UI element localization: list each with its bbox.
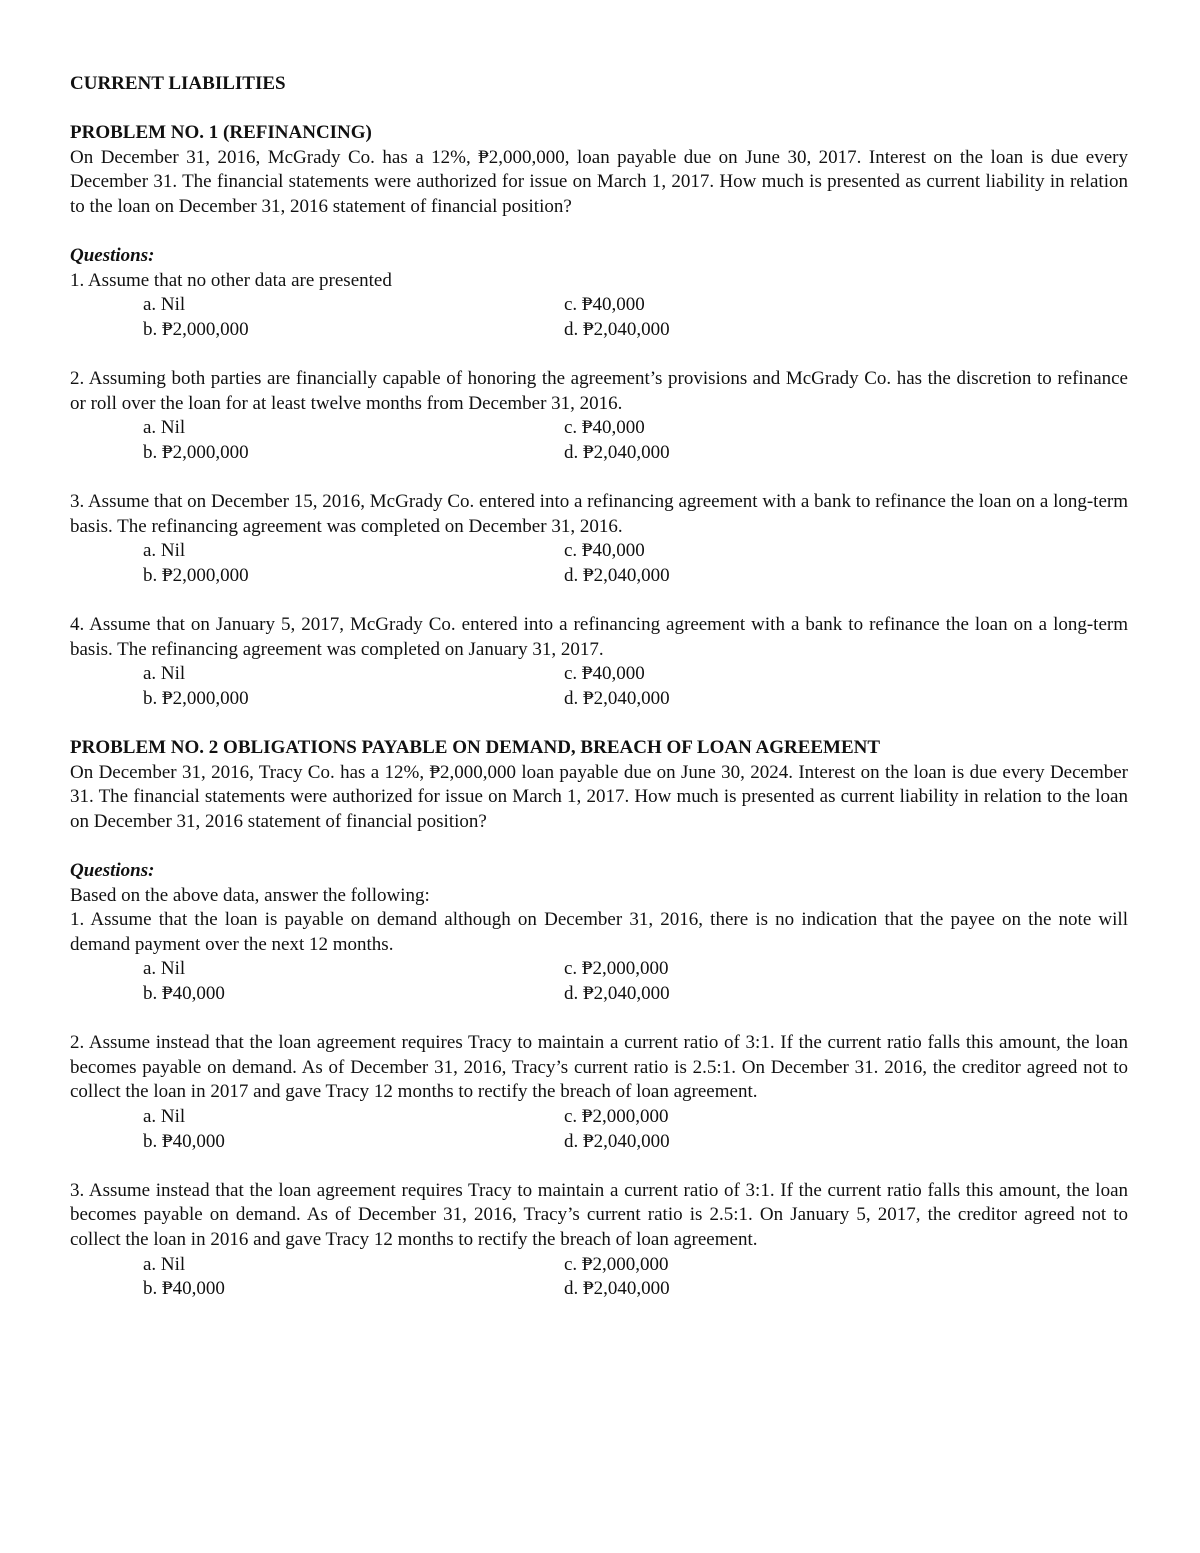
question-text: 2. Assuming both parties are financially capable of honoring the agreement’s provisions and McGrady Co. has the discretion to refinance or roll over the loan for at least twelve months from December 31, 2016.: [70, 368, 1128, 414]
question-item: [70, 1031, 1128, 1154]
problem-text: On December 31, 2016, McGrady Co. has a 12%, ₱2,000,000, loan payable due on June 30, 2017. Interest on the loan is due every December 31. The financial statements were authorized for issue on March 1, 2017. How much is presented as current liability in relation to the loan on December 31, 2016 statement of financial position?: [70, 146, 1128, 217]
question-item: [70, 269, 1128, 343]
answer-choices: [143, 1253, 1128, 1302]
choice-d: d. ₱2,040,000: [564, 982, 670, 1004]
problem-text: On December 31, 2016, Tracy Co. has a 12%, ₱2,000,000 loan payable due on June 30, 2024. Interest on the loan is due every December 31. The financial statements were authorized for issue on March 1, 2017. How much is presented as current liability in relation to the loan on December 31, 2016 statement of financial position?: [70, 761, 1128, 832]
choice-b: b. ₱2,000,000: [143, 564, 249, 586]
choice-d: d. ₱2,040,000: [564, 441, 670, 463]
choice-c: c. ₱2,000,000: [564, 1253, 669, 1275]
question-text: 2. Assume instead that the loan agreement requires Tracy to maintain a current ratio of 3:1. If the current ratio falls this amount, the loan becomes payable on demand. As of December 31, 2016, Tracy’s current ratio is 2.5:1. On December 31. 2016, the creditor agreed not to collect the loan in 2017 and gave Tracy 12 months to rectify the breach of loan agreement.: [70, 1032, 1128, 1103]
document-page: [70, 72, 1128, 1326]
questions-label: Questions:: [70, 860, 155, 881]
choice-a: a. Nil: [143, 958, 186, 980]
choice-d: d. ₱2,040,000: [564, 1130, 670, 1152]
question-text: 4. Assume that on January 5, 2017, McGrady Co. entered into a refinancing agreement with a bank to refinance the loan on a long-term basis. The refinancing agreement was completed on January 31, 2017.: [70, 614, 1128, 660]
choice-a: a. Nil: [143, 663, 186, 685]
choice-d: d. ₱2,040,000: [564, 564, 670, 586]
question-text: 1. Assume that the loan is payable on demand although on December 31, 2016, there is no indication that the payee on the note will demand payment over the next 12 months.: [70, 909, 1128, 955]
choice-b: b. ₱2,000,000: [143, 441, 249, 463]
answer-choices: [143, 957, 1128, 1006]
choice-c: c. ₱40,000: [564, 417, 645, 439]
choice-c: c. ₱40,000: [564, 540, 645, 562]
choice-b: b. ₱40,000: [143, 982, 225, 1004]
answer-choices: [143, 662, 1128, 711]
answer-choices: [143, 1105, 1128, 1154]
question-item: [70, 490, 1128, 588]
question-text: 1. Assume that no other data are presented: [70, 269, 392, 291]
problem-1: [70, 121, 1128, 711]
document-title: CURRENT LIABILITIES: [70, 73, 286, 94]
problem-2: [70, 736, 1128, 1302]
answer-choices: [143, 416, 1128, 465]
choice-a: a. Nil: [143, 1253, 186, 1275]
choice-b: b. ₱2,000,000: [143, 318, 249, 340]
question-text: 3. Assume instead that the loan agreement requires Tracy to maintain a current ratio of 3:1. If the current ratio falls this amount, the loan becomes payable on demand. As of December 31, 2016, Tracy’s current ratio is 2.5:1. On January 5, 2017, the creditor agreed not to collect the loan in 2016 and gave Tracy 12 months to rectify the breach of loan agreement.: [70, 1179, 1128, 1250]
questions-intro: Based on the above data, answer the following:: [70, 884, 430, 906]
question-text: 3. Assume that on December 15, 2016, McGrady Co. entered into a refinancing agreement with a bank to refinance the loan on a long-term basis. The refinancing agreement was completed on December 31, 2016.: [70, 491, 1128, 537]
choice-a: a. Nil: [143, 1105, 186, 1127]
answer-choices: [143, 293, 1128, 342]
question-item: [70, 367, 1128, 465]
choice-b: b. ₱40,000: [143, 1278, 225, 1300]
problem-heading: PROBLEM NO. 2 OBLIGATIONS PAYABLE ON DEMAND, BREACH OF LOAN AGREEMENT: [70, 737, 881, 759]
question-item: [70, 1179, 1128, 1302]
choice-c: c. ₱2,000,000: [564, 958, 669, 980]
choice-c: c. ₱2,000,000: [564, 1105, 669, 1127]
choice-d: d. ₱2,040,000: [564, 687, 670, 709]
choice-a: a. Nil: [143, 540, 186, 562]
choice-d: d. ₱2,040,000: [564, 318, 670, 340]
question-item: [70, 908, 1128, 1006]
choice-a: a. Nil: [143, 294, 186, 316]
choice-b: b. ₱2,000,000: [143, 687, 249, 709]
choice-b: b. ₱40,000: [143, 1130, 225, 1152]
question-item: [70, 613, 1128, 711]
choice-d: d. ₱2,040,000: [564, 1278, 670, 1300]
choice-a: a. Nil: [143, 417, 186, 439]
answer-choices: [143, 539, 1128, 588]
problem-heading: PROBLEM NO. 1 (REFINANCING): [70, 122, 372, 144]
questions-label: Questions:: [70, 245, 155, 267]
choice-c: c. ₱40,000: [564, 663, 645, 685]
choice-c: c. ₱40,000: [564, 294, 645, 316]
